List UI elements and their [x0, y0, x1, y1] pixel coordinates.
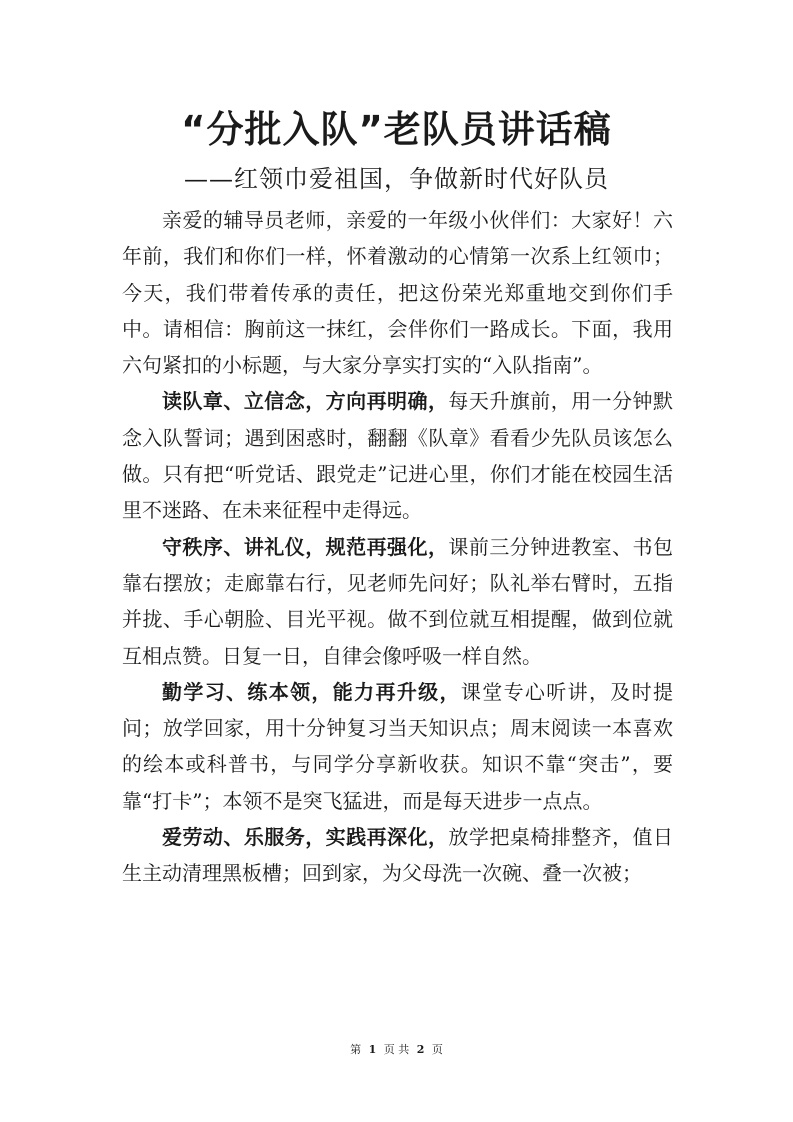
paragraph-greeting	[122, 202, 673, 383]
paragraph-lead: 爱劳动、乐服务，实践再深化，	[162, 825, 449, 850]
footer-prefix: 第	[350, 1043, 362, 1056]
paragraph-text: 课前三分钟进教室、书包靠右摆放；走廊靠右行，见老师先问好；队礼举右臂时，五指并拢、手心朝脸、目光平视。做不到位就互相提醒，做到位就互相点赞。日复一日，自律会像呼吸一样自然。	[122, 534, 674, 668]
paragraph-text: 课堂专心听讲，及时提问；放学回家，用十分钟复习当天知识点；周末阅读一本喜欢的绘本或科普书，与同学分享新收获。知识不靠“突击”，要靠“打卡”；本领不是突飞猛进，而是每天进步一点点。	[122, 679, 674, 813]
paragraph-study-skills	[122, 674, 673, 819]
body-text	[122, 202, 673, 892]
footer-page-number: 1	[368, 1043, 377, 1056]
page-subtitle: ——红领巾爱祖国，争做新时代好队员	[184, 165, 609, 193]
paragraph-text: 放学把桌椅排整齐，值日生主动清理黑板槽；回到家，为父母洗一次碗、叠一次被；	[122, 825, 674, 886]
footer-total-pages: 2	[416, 1043, 425, 1056]
paragraph-lead: 守秩序、讲礼仪，规范再强化，	[162, 534, 449, 559]
paragraph-lead: 读队章、立信念，方向再明确，	[162, 389, 449, 414]
footer-middle: 页 共	[383, 1043, 410, 1056]
paragraph-read-charter	[122, 383, 673, 528]
page-title: “分批入队”老队员讲话稿	[181, 108, 612, 151]
paragraph-text: 每天升旗前，用一分钟默念入队誓词；遇到困惑时，翻翻《队章》看看少先队员该怎么做。只有把“听党话、跟党走”记进心里，你们才能在校园生活里不迷路、在未来征程中走得远。	[122, 389, 674, 523]
paragraph-text: 亲爱的辅导员老师，亲爱的一年级小伙伴们：大家好！六年前，我们和你们一样，怀着激动的心情第一次系上红领巾；今天，我们带着传承的责任，把这份荣光郑重地交到你们手中。请相信：胸前这一抹红，会伴你们一路成长。下面，我用六句紧扣的小标题，与大家分享实打实的“入队指南”。	[122, 208, 673, 378]
page-footer	[0, 1042, 793, 1058]
paragraph-order-etiquette	[122, 529, 673, 674]
footer-suffix: 页	[431, 1043, 443, 1056]
paragraph-lead: 勤学习、练本领，能力再升级，	[162, 679, 461, 704]
paragraph-labor-service	[122, 819, 673, 892]
